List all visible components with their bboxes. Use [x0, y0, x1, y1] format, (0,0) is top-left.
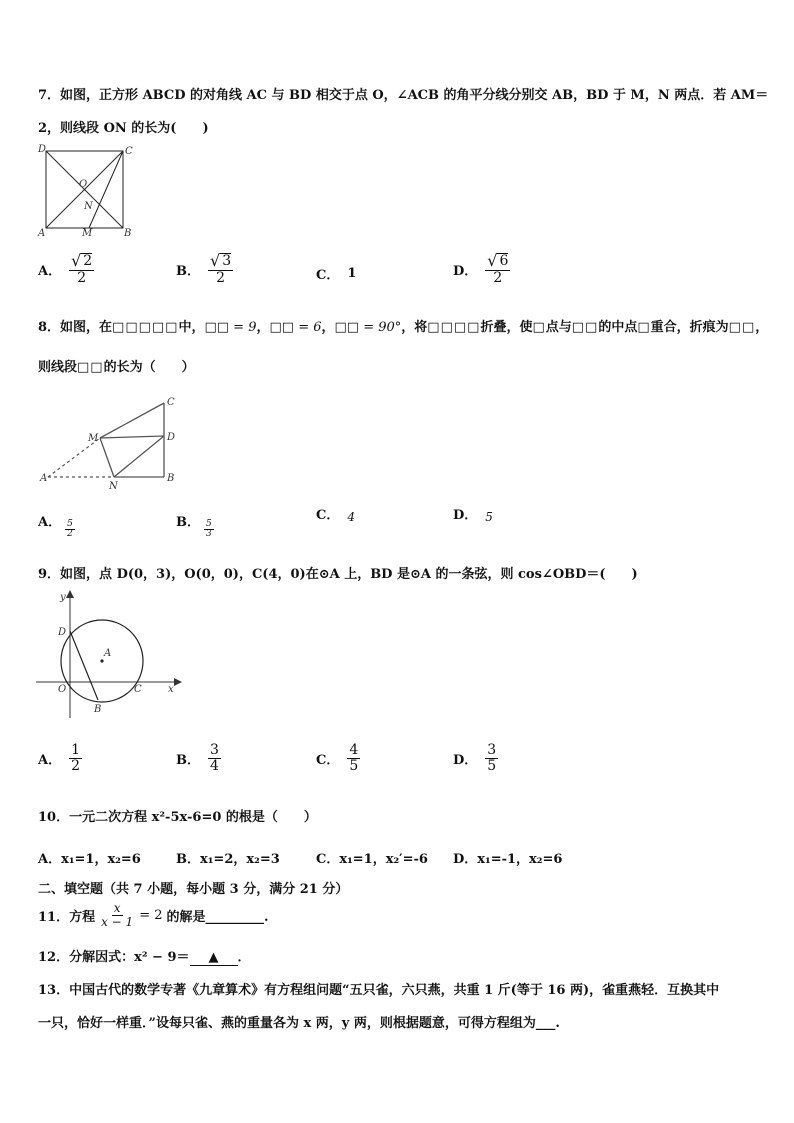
q7-option-c[interactable]: C． 1 [316, 266, 357, 283]
q9-option-b[interactable]: B． $\frac{3}{4}$ [176, 742, 219, 774]
q8-label-N: N [109, 481, 118, 492]
q8-label-B: B [167, 473, 175, 484]
q9-label-B: B [94, 704, 102, 715]
q7-label-A: A [38, 228, 46, 238]
q7-stem-line1: 7．如图，正方形 ABCD 的对角线 AC 与 BD 相交于点 O，∠ACB 的角平分线分别交 AB，BD 于 M，N 两点．若 AM＝ [38, 88, 769, 103]
q8-option-d[interactable]: D． 5 [453, 507, 493, 524]
q13-stem-line2: 一只，恰好一样重．”设每只雀、燕的重量各为 x 两，y 两，则根据题意，可得方程组为___. [38, 1016, 560, 1031]
q7-figure-square [36, 143, 136, 238]
q7-option-a[interactable]: A． √ 2 2 [38, 251, 93, 286]
q7-stem-line2: 2，则线段 ON 的长为( ) [38, 121, 209, 136]
q9-label-C: C [134, 684, 142, 695]
q8-label-A: A [40, 473, 48, 484]
q10-option-b[interactable]: B．x₁=2，x₂=3 [176, 852, 280, 867]
section-title-fill-blank: 二、填空题（共 7 小题，每小题 3 分，满分 21 分） [38, 882, 349, 897]
q9-stem: 9．如图，点 D(0，3)，O(0，0)，C(4，0)在⊙A 上，BD 是⊙A 的一条弦，则 cos∠OBD＝( ) [38, 567, 638, 582]
q13-stem-line1: 13．中国古代的数学专著《九章算术》有方程组问题“五只雀，六只燕，共重 1 斤(等于 16 两)，雀重燕轻．互换其中 [38, 983, 720, 998]
q7-label-M: M [82, 228, 93, 238]
q9-label-y: y [60, 592, 66, 603]
q9-figure-circle [36, 588, 186, 718]
q7-label-B: B [124, 228, 132, 238]
q9-label-A: A [104, 648, 112, 659]
q12-answer-blank[interactable]: ▲ [190, 950, 238, 966]
q8-figure-fold [36, 393, 186, 493]
q7-label-O: O [79, 179, 88, 190]
q7-label-C: C [125, 146, 133, 157]
q8-option-b[interactable]: B． $\frac{5}{3}$ [176, 515, 212, 540]
q9-option-d[interactable]: D． $\frac{3}{5}$ [453, 742, 497, 774]
q11-stem: 11．方程 $\frac{x}{x - 1}$ = 2 的解是_________. [38, 901, 269, 929]
q7-label-N: N [84, 201, 93, 212]
q9-label-O: O [58, 684, 67, 695]
q7-option-d[interactable]: D． √ 6 2 [453, 251, 509, 286]
q7-label-D: D [38, 144, 47, 155]
q8-label-C: C [167, 397, 175, 408]
q8-stem-line1: 8．如图，在□□□□□中，□□ = 9，□□ = 6，□□ = 90°，将□□□□折叠，使□点与□□的中点□重合，折痕为□□， [38, 320, 769, 335]
q8-label-D: D [167, 432, 176, 443]
q7-option-b[interactable]: B． √ 3 2 [176, 251, 232, 286]
q8-option-c[interactable]: C． 4 [316, 507, 355, 524]
q10-option-d[interactable]: D．x₁=-1，x₂=6 [453, 852, 563, 867]
q10-option-a[interactable]: A．x₁=1，x₂=6 [38, 852, 141, 867]
q9-option-a[interactable]: A． $\frac{1}{2}$ [38, 742, 81, 774]
q8-stem-line2: 则线段□□的长为（ ） [38, 360, 195, 375]
q10-stem: 10．一元二次方程 x²-5x-6=0 的根是（ ） [38, 810, 317, 825]
q10-option-c[interactable]: C．x₁=1，x₂′=-6 [316, 852, 428, 867]
q8-option-a[interactable]: A． $\frac{5}{2}$ [38, 515, 73, 540]
q12-stem: 12．分解因式：x² − 9＝ ▲ ． [38, 950, 251, 965]
q9-label-x: x [168, 684, 174, 695]
q9-label-D: D [58, 627, 67, 638]
q9-option-c[interactable]: C． $\frac{4}{5}$ [316, 742, 359, 774]
q8-label-M: M [88, 433, 99, 444]
